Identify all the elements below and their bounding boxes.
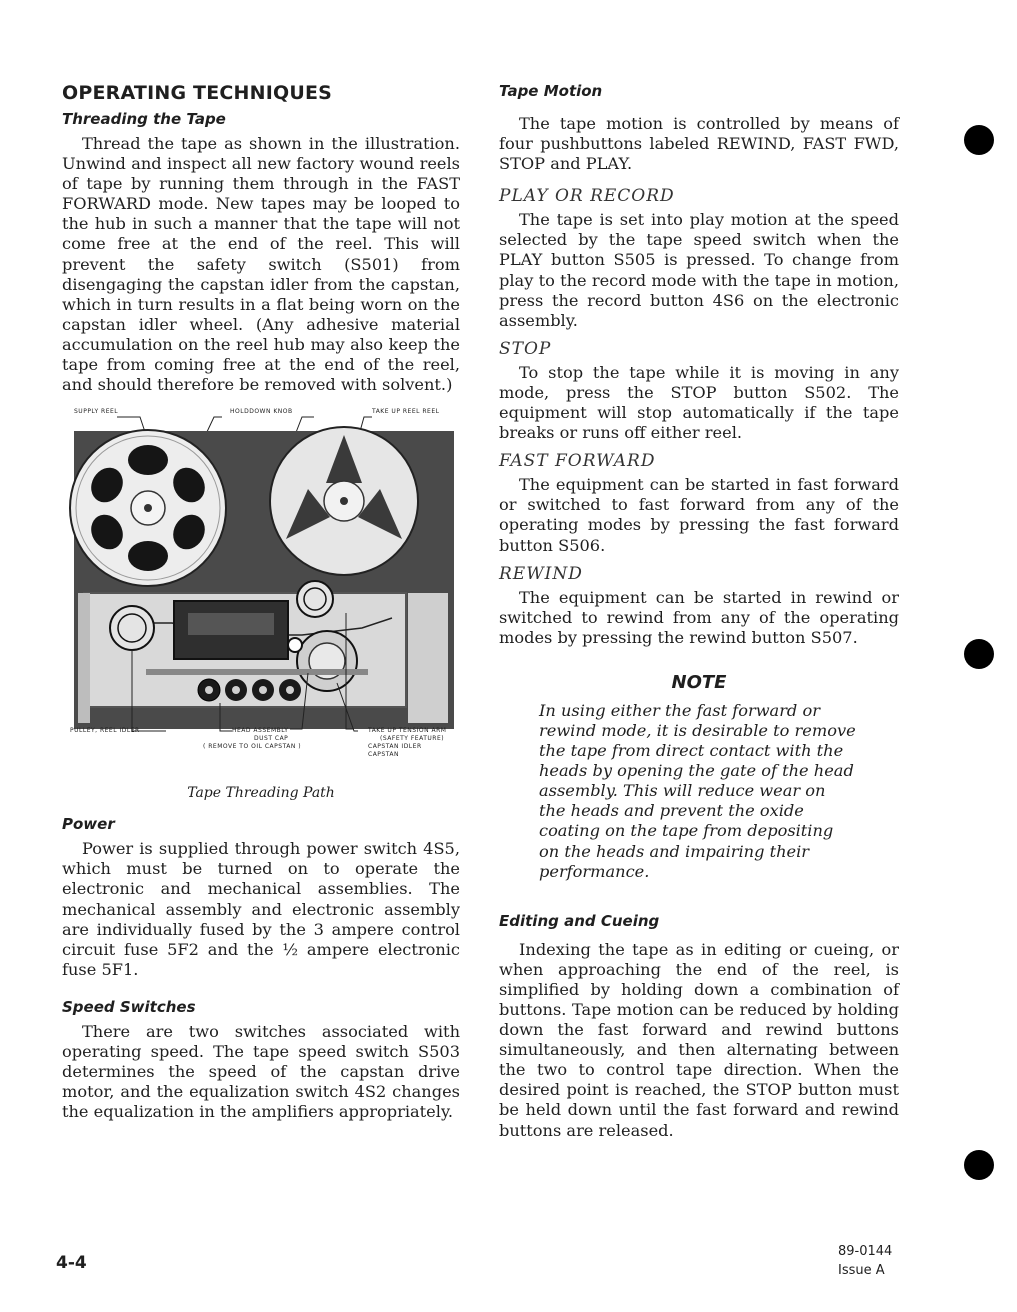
label-supply-reel: SUPPLY REEL xyxy=(74,408,119,416)
label-head-assembly: HEAD ASSEMBLY xyxy=(232,727,289,735)
rewind-title: REWIND xyxy=(499,563,583,584)
stop-title: STOP xyxy=(499,338,552,359)
stop-body: To stop the tape while it is moving in any mode, press the STOP button S502. The equipment will stop automatically if the tape breaks or runs off either reel. xyxy=(499,362,899,443)
punch-hole-bottom xyxy=(964,1150,994,1180)
label-capstan-idler: CAPSTAN IDLER xyxy=(368,743,422,751)
tape-motion-body: The tape motion is controlled by means of four pushbuttons labeled REWIND, FAST FWD, STOP and PLAY. xyxy=(499,114,899,174)
page-number: 4-4 xyxy=(56,1253,87,1273)
figure-caption: Tape Threading Path xyxy=(187,785,335,802)
left-column xyxy=(62,82,460,1122)
speed-switches-body: There are two switches associated with operating speed. The tape speed switch S503 determines the speed of the capstan drive motor, and the equalization switch 4S2 changes the equalization in the amplifiers appropriately. xyxy=(62,1021,460,1122)
label-dust-cap: DUST CAP xyxy=(254,735,289,743)
power-title: Power xyxy=(62,815,115,834)
note-body: In using either the fast forward or rewind mode, it is desirable to remove the tape from direct contact with the heads by opening the gate of the head assembly. This will reduce wear on the heads and prevent the oxide coating on the tape from depositing on the heads and impairing their performance. xyxy=(539,700,856,881)
tape-threading-figure xyxy=(62,408,460,783)
label-holddown-knob: HOLDDOWN KNOB xyxy=(230,408,293,416)
fast-forward-title: FAST FORWARD xyxy=(499,451,656,472)
speed-switches-title: Speed Switches xyxy=(62,997,196,1016)
label-capstan: CAPSTAN xyxy=(368,751,400,759)
rewind-body: The equipment can be started in rewind or switched to rewind from any of the operating modes by pressing the rewind button S507. xyxy=(499,587,899,647)
punch-hole-middle xyxy=(964,639,994,669)
right-column xyxy=(499,82,899,1141)
label-remove-to-oil: ( REMOVE TO OIL CAPSTAN ) xyxy=(203,743,302,751)
tape-recorder-illustration xyxy=(62,413,460,733)
editing-body: Indexing the tape as in editing or cueing, or when approaching the end of the reel, is simplified by holding down a combination of buttons. Tape motion can be reduced by holding down the fast forward and rewind buttons simultaneously, and then alternating between the two to control tape direction. When the desired point is reached, the STOP button must be held down until the fast forward and rewind buttons are released. xyxy=(499,939,899,1140)
label-take-up-tension-arm: TAKE UP TENSION ARM xyxy=(368,727,447,735)
play-record-body: The tape is set into play motion at the speed selected by the tape speed switch when the PLAY button S505 is pressed. To change from play to the record mode with the tape in motion, press the record button 4S6 on the electronic assembly. xyxy=(499,210,899,330)
note-title: NOTE xyxy=(671,671,727,693)
label-take-up-reel: TAKE UP REEL REEL xyxy=(372,408,440,416)
document-issue: Issue A xyxy=(838,1263,885,1278)
threading-body: Thread the tape as shown in the illustration. Unwind and inspect all new factory wound reels of tape by running them through in the FAST FORWARD mode. New tapes may be looped to the hub in such a manner that the tape will not come free at the end of the reel. This will prevent the safety switch (S501) from disengaging the capstan idler from the capstan, which in turn results in a flat being worn on the capstan idler wheel. (Any adhesive material accumulation on the reel hub may also keep the tape from coming free at the end of the reel, and should therefore be removed with solvent.) xyxy=(62,134,460,395)
fast-forward-body: The equipment can be started in fast forward or switched to fast forward from any of the operating modes by pressing the fast forward button S506. xyxy=(499,475,899,555)
editing-title: Editing and Cueing xyxy=(499,911,660,930)
threading-title: Threading the Tape xyxy=(62,110,226,128)
label-safety-feature: (SAFETY FEATURE) xyxy=(380,735,445,743)
document-info xyxy=(838,1242,892,1280)
label-pulley-reel-idler: PULLEY, REEL IDLER xyxy=(70,727,140,735)
document-number: 89-0144 xyxy=(838,1244,893,1259)
section-heading: OPERATING TECHNIQUES xyxy=(62,82,333,104)
tape-motion-title: Tape Motion xyxy=(499,82,603,100)
play-record-title: PLAY OR RECORD xyxy=(499,186,675,207)
power-body: Power is supplied through power switch 4S5, which must be turned on to operate the electronic and mechanical assemblies. The mechanical assembly and electronic assembly are individually fused by the 3 ampere control circuit fuse 5F2 and the ½ ampere electronic fuse 5F1. xyxy=(62,839,460,979)
punch-hole-top xyxy=(964,125,994,155)
